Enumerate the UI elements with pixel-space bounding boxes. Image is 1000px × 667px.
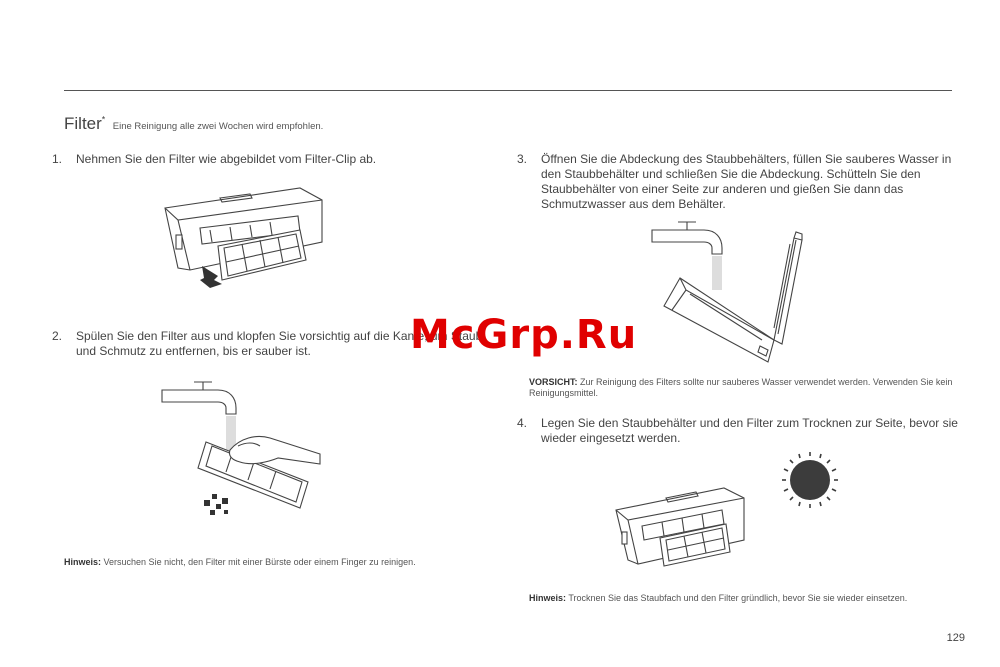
- section-header: [64, 114, 323, 134]
- step-2-text: Spülen Sie den Filter aus und klopfen Sie vorsichtig auf die Kante, um Staub und Schmutz zu entfernen, bis er sauber ist.: [76, 329, 483, 358]
- note-left-label: Hinweis:: [64, 557, 102, 567]
- section-subtitle: Eine Reinigung alle zwei Wochen wird empfohlen.: [112, 121, 324, 132]
- step-1: [52, 152, 496, 167]
- drying-illustration: [612, 448, 862, 573]
- note-right: [529, 593, 959, 604]
- watermark: McGrp.Ru: [410, 312, 638, 358]
- step-1-text: Nehmen Sie den Filter wie abgebildet vom Filter-Clip ab.: [76, 152, 377, 166]
- step-3-text: Öffnen Sie die Abdeckung des Staubbehälters, füllen Sie sauberes Wasser in den Staubbehälter und schließen Sie die Abdeckung. Schütteln Sie den Staubbehälter von einer Seite zur anderen und gießen Sie dann das Schmutzwasser aus dem Behälter.: [541, 152, 952, 211]
- step-2-number: 2.: [52, 329, 63, 343]
- step-3-number: 3.: [517, 152, 528, 166]
- note-left-text: Versuchen Sie nicht, den Filter mit einer Bürste oder einem Finger zu reinigen.: [103, 557, 416, 567]
- note-right-text: Trocknen Sie das Staubfach und den Filter gründlich, bevor Sie sie wieder einsetzen.: [568, 593, 908, 603]
- step-4-number: 4.: [517, 416, 528, 430]
- header-rule: [64, 90, 952, 91]
- filter-removal-illustration: [160, 180, 330, 290]
- page-number: 129: [946, 632, 965, 644]
- caution-note: [529, 377, 959, 399]
- note-left: [64, 557, 484, 568]
- section-title: Filter: [64, 114, 102, 133]
- step-1-number: 1.: [52, 152, 63, 166]
- caution-text: Zur Reinigung des Filters sollte nur sauberes Wasser verwendet werden. Verwenden Sie kein Reinigungsmittel.: [529, 377, 953, 398]
- filter-rinse-illustration: [160, 376, 330, 526]
- step-3: [517, 152, 961, 212]
- dustbox-wash-illustration: [650, 218, 820, 368]
- caution-label: VORSICHT:: [529, 377, 578, 387]
- step-4-text: Legen Sie den Staubbehälter und den Filter zum Trocknen zur Seite, bevor sie wieder eingesetzt werden.: [541, 416, 958, 445]
- step-4: [517, 416, 961, 446]
- title-footnote-mark: *: [101, 114, 106, 125]
- note-right-label: Hinweis:: [529, 593, 567, 603]
